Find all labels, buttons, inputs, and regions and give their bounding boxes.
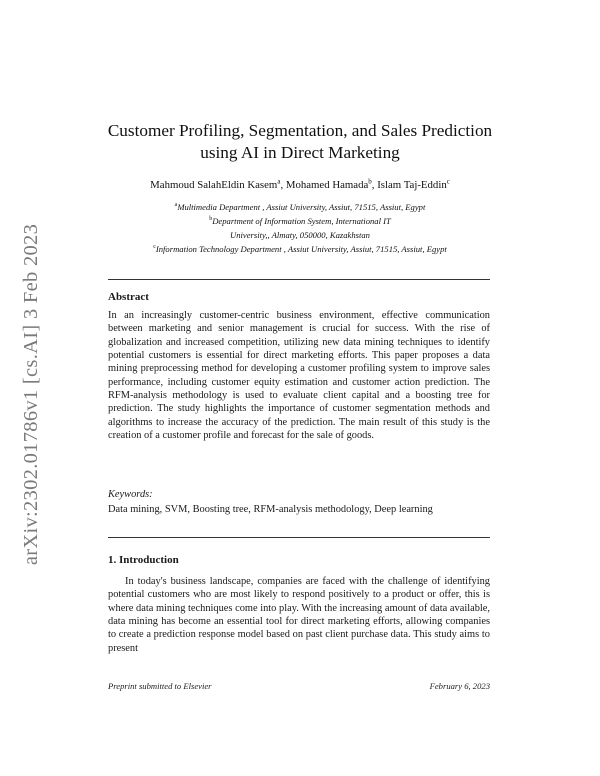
title-line-1: Customer Profiling, Segmentation, and Sales Prediction xyxy=(107,121,493,140)
paper-title xyxy=(90,120,510,164)
arxiv-stamp-text: arXiv:2302.01786v1 [cs.AI] 3 Feb 2023 xyxy=(20,223,43,566)
author-3: Islam Taj-Eddin$^c$ xyxy=(377,177,450,191)
keywords-list: Data mining, SVM, Boosting tree, RFM-analysis methodology, Deep learning xyxy=(108,504,433,515)
author-list xyxy=(90,177,510,191)
affiliation-a: $^a$Multimedia Department , Assiut University, Assiut, 71515, Assiut, Egypt xyxy=(174,201,426,212)
affiliation-c: $^c$Information Technology Department , Assiut University, Assiut, 71515, Assiut, Egypt xyxy=(153,243,447,254)
section-heading-introduction: 1. Introduction xyxy=(108,554,179,566)
abstract-bottom-rule xyxy=(108,537,490,538)
author-2: Mohamed Hamada$^b$, xyxy=(285,177,378,191)
footer-preprint-note: Preprint submitted to Elsevier xyxy=(108,681,212,691)
arxiv-stamp xyxy=(4,212,60,577)
author-1: Mahmoud SalahEldin Kasem$^a$, xyxy=(150,177,286,191)
title-line-2: using AI in Direct Marketing xyxy=(200,143,400,162)
abstract-top-rule xyxy=(108,279,490,280)
abstract-body: In an increasingly customer-centric business environment, effective communication between marketing and senior management is crucial for success. With the rise of globalization and increased competition, utilizing new data mining techniques to identify potential customers is essential for direct marketing efforts. This paper proposes a data mining preprocessing method for developing a customer profiling system to improve sales performance, including customer equity estimation and customer action prediction. The RFM-analysis methodology is used to evaluate client capital and a boosting tree for prediction. The study highlights the importance of customer segmentation methods and algorithms to increase the accuracy of the prediction. The main result of this study is the creation of a customer profile and forecast for the sale of goods. xyxy=(108,310,490,442)
affiliation-b-cont: University,, Almaty, 050000, Kazakhstan xyxy=(230,229,370,240)
abstract-heading: Abstract xyxy=(108,291,149,303)
affiliation-b: $^b$Department of Information System, International IT xyxy=(209,215,391,226)
footer-date: February 6, 2023 xyxy=(429,681,490,691)
keywords-heading: Keywords: xyxy=(108,489,153,500)
introduction-paragraph: In today's business landscape, companies are faced with the challenge of identifying potential customers who are most likely to respond positively to a product or offer, this is where data mining techniques come into play. With the increasing amount of data available, data mining has become an essential tool for direct marketing efforts, allowing companies to create a prediction response model based on past client purchase data. This study aims to present xyxy=(108,576,490,654)
affiliation-list xyxy=(90,199,510,254)
